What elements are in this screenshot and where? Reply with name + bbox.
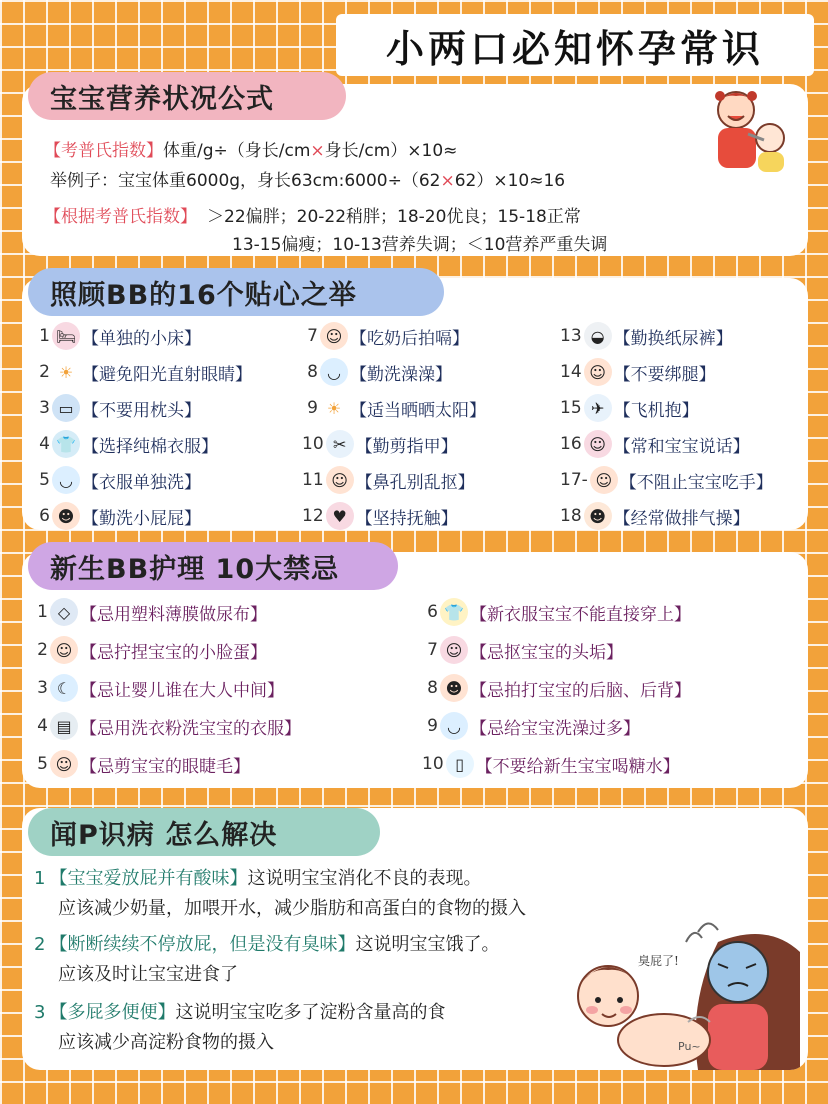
diagnosis-2-advice: 应该及时让宝宝进食了 <box>58 964 238 985</box>
taboo-4: 4 ▤ 【忌用洗衣粉洗宝宝的衣服】 <box>32 710 301 742</box>
diagnosis-3-title: 3 【多屁多便便】这说明宝宝吃多了淀粉含量高的食 <box>34 1002 446 1023</box>
care-tip-17: 17- ☺ 【不阻止宝宝吃手】 <box>560 464 773 496</box>
taboo-1: 1 ◇ 【忌用塑料薄膜做尿布】 <box>32 596 267 628</box>
baby-eyelash-icon: ☺ <box>50 750 78 778</box>
care-tip-7: 7 ☺ 【吃奶后拍嗝】 <box>302 320 469 352</box>
cartoon-pu-text: Pu~ <box>678 1040 701 1053</box>
taboo-8: 8 ☻ 【忌拍打宝宝的后脑、后背】 <box>422 672 691 704</box>
care-tip-16: 16 ☺ 【常和宝宝说话】 <box>560 428 750 460</box>
taboo-3: 3 ☾ 【忌让婴儿谁在大人中间】 <box>32 672 284 704</box>
bathtub-icon: ◡ <box>440 712 468 740</box>
plastic-bag-icon: ◇ <box>50 598 78 626</box>
care-tip-4: 4 👕 【选择纯棉衣服】 <box>34 428 218 460</box>
patting-back-icon: ☻ <box>440 674 468 702</box>
example-row: 举例子：宝宝体重6000g，身长63cm:6000÷（62×62）×10≈16 <box>50 171 566 191</box>
formula-row: 【考普氏指数】体重/g÷（身长/cm×身长/cm）×10≈ <box>44 141 458 161</box>
crib-icon: 🛏 <box>52 322 80 350</box>
diaper-icon: ◒ <box>584 322 612 350</box>
baby-exercise-icon: ☻ <box>584 502 612 530</box>
taboos-card <box>22 552 808 788</box>
care-tip-5: 5 ◡ 【衣服单独洗】 <box>34 464 201 496</box>
baby-face-icon: ☺ <box>326 466 354 494</box>
care-tip-2: 2 ☀ 【避免阳光直射眼睛】 <box>34 356 252 388</box>
care-tip-8: 8 ◡ 【勤洗澡澡】 <box>302 356 452 388</box>
taboo-5: 5 ☺ 【忌剪宝宝的眼睫毛】 <box>32 748 250 780</box>
care-tip-12: 12 ♥ 【坚持抚触】 <box>302 500 458 532</box>
nail-clipper-icon: ✂ <box>326 430 354 458</box>
detergent-icon: ▤ <box>50 712 78 740</box>
pillow-icon: ▭ <box>52 394 80 422</box>
diagnosis-3-advice: 应该减少高淀粉食物的摄入 <box>58 1032 274 1053</box>
criteria-row-2: 13-15偏瘦；10-13营养失调；＜10营养严重失调 <box>232 235 608 255</box>
baby-bottom-icon: ☻ <box>52 502 80 530</box>
massage-icon: ♥ <box>326 502 354 530</box>
section-heading-fart-diagnosis: 闻P识病 怎么解决 <box>28 808 380 856</box>
washbasin-icon: ◡ <box>52 466 80 494</box>
care-tip-6: 6 ☻ 【勤洗小屁屁】 <box>34 500 201 532</box>
mother-feeding-baby-illustration <box>708 88 794 178</box>
sun-icon: ☀ <box>58 362 74 382</box>
new-clothes-icon: 👕 <box>440 598 468 626</box>
taboo-2: 2 ☺ 【忌拧捏宝宝的小脸蛋】 <box>32 634 267 666</box>
mother-smelling-fart-illustration <box>568 912 808 1070</box>
onesie-icon: 👕 <box>52 430 80 458</box>
care-tip-1: 1 🛏 【单独的小床】 <box>34 320 201 352</box>
sleeping-baby-icon: ☾ <box>50 674 78 702</box>
care-tip-10: 10 ✂ 【勤剪指甲】 <box>302 428 458 460</box>
burping-icon: ☺ <box>320 322 348 350</box>
section-heading-care-tips: 照顾BB的16个贴心之举 <box>28 268 444 316</box>
diagnosis-1-advice: 应该减少奶量，加喂开水，减少脂肪和高蛋白的食物的摄入 <box>58 898 526 919</box>
nutrition-card <box>22 84 808 256</box>
talking-mother-icon: ☺ <box>584 430 612 458</box>
bath-icon: ◡ <box>320 358 348 386</box>
care-tip-3: 3 ▭ 【不要用枕头】 <box>34 392 201 424</box>
cartoon-stinky-text: 臭屁了! <box>638 954 679 968</box>
taboo-6: 6 👕 【新衣服宝宝不能直接穿上】 <box>422 596 691 628</box>
section-heading-taboos: 新生BB护理 10大禁忌 <box>28 542 398 590</box>
scalp-icon: ☺ <box>440 636 468 664</box>
care-tips-card <box>22 278 808 530</box>
taboo-7: 7 ☺ 【忌抠宝宝的头垢】 <box>422 634 623 666</box>
airplane-hold-icon: ✈ <box>584 394 612 422</box>
diagnosis-1-title: 1 【宝宝爱放屁并有酸味】这说明宝宝消化不良的表现。 <box>34 868 482 889</box>
care-tip-9: 9 ☀ 【适当晒晒太阳】 <box>302 392 486 424</box>
section-heading-nutrition: 宝宝营养状况公式 <box>28 72 346 120</box>
care-tip-18: 18 ☻ 【经常做排气操】 <box>560 500 750 532</box>
baby-sucking-hand-icon: ☺ <box>590 466 618 494</box>
swaddled-baby-icon: ☺ <box>584 358 612 386</box>
fart-diagnosis-card <box>22 808 808 1070</box>
criteria-row: 【根据考普氏指数】 ＞22偏胖；20-22稍胖；18-20优良；15-18正常 <box>44 207 581 227</box>
care-tip-13: 13 ◒ 【勤换纸尿裤】 <box>560 320 733 352</box>
care-tip-14: 14 ☺ 【不要绑腿】 <box>560 356 716 388</box>
care-tip-11: 11 ☺ 【鼻孔别乱抠】 <box>302 464 475 496</box>
water-glass-icon: ▯ <box>446 750 474 778</box>
care-tip-15: 15 ✈ 【飞机抱】 <box>560 392 699 424</box>
taboo-9: 9 ◡ 【忌给宝宝洗澡过多】 <box>422 710 640 742</box>
diagnosis-2-title: 2 【断断续续不停放屁，但是没有臭味】这说明宝宝饿了。 <box>34 934 500 955</box>
taboo-10: 10 ▯ 【不要给新生宝宝喝糖水】 <box>422 748 680 780</box>
pinched-cheek-icon: ☺ <box>50 636 78 664</box>
page-title: 小两口必知怀孕常识 <box>336 14 814 76</box>
sun-icon: ☀ <box>326 398 342 418</box>
